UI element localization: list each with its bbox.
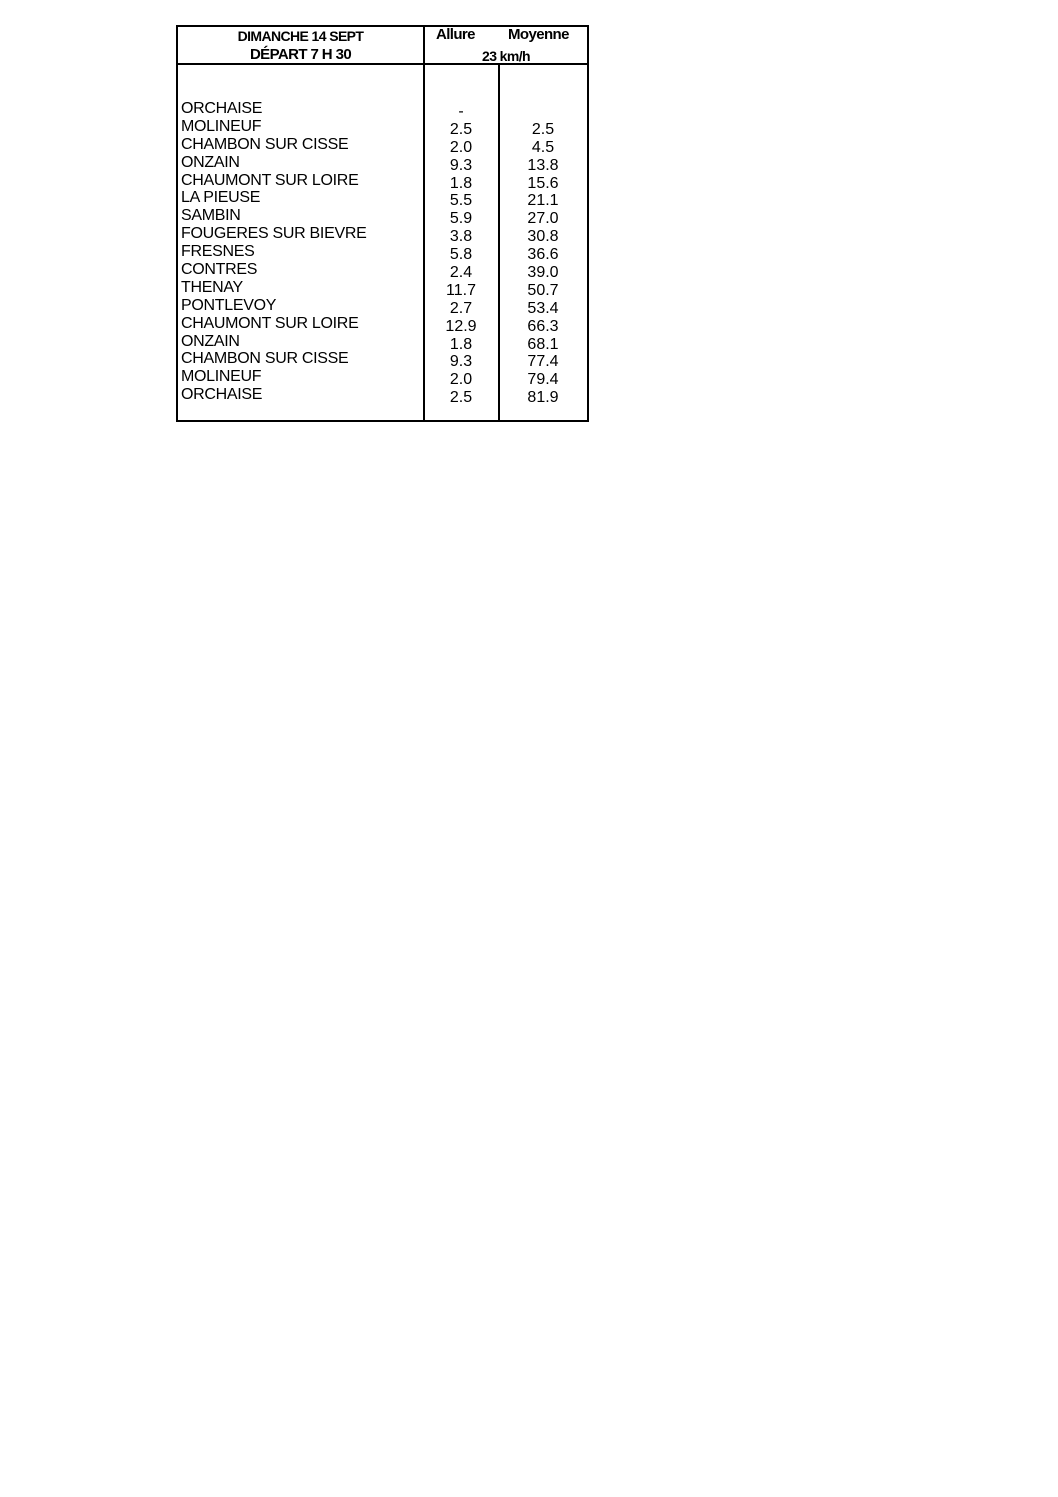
allure-value: 1.8 (449, 335, 473, 353)
place-name: CHAUMONT SUR LOIRE (181, 314, 359, 332)
table-row (178, 261, 587, 282)
allure-value: 9.3 (449, 353, 473, 371)
place-name: SAMBIN (181, 207, 241, 225)
allure-value: 2.0 (449, 371, 473, 389)
allure-value: 2.0 (449, 138, 473, 156)
place-name: CHAMBON SUR CISSE (181, 350, 349, 368)
moyenne-value: 2.5 (531, 120, 555, 138)
table-row (178, 386, 587, 407)
table-title: DIMANCHE 14 SEPT (237, 28, 364, 44)
place-name: CHAMBON SUR CISSE (181, 135, 349, 153)
place-name: MOLINEUF (181, 117, 262, 135)
allure-value: 2.5 (449, 120, 473, 138)
allure-value: - (458, 103, 464, 120)
place-name: ORCHAISE (181, 100, 263, 117)
allure-value: 9.3 (449, 156, 473, 174)
place-name: ORCHAISE (181, 386, 263, 404)
place-name: CONTRES (181, 261, 258, 279)
table-row (178, 297, 587, 315)
moyenne-value: 4.5 (531, 138, 555, 156)
table-row (178, 136, 587, 154)
column-header-moyenne: Moyenne (508, 26, 569, 43)
table-row (178, 207, 587, 228)
average-speed: 23 km/h (482, 48, 530, 64)
allure-value: 2.5 (449, 389, 473, 407)
moyenne-value: 53.4 (527, 299, 559, 317)
allure-value: 2.7 (449, 299, 473, 317)
route-table (176, 25, 589, 422)
moyenne-value: 30.8 (527, 228, 559, 246)
table-row (178, 333, 587, 351)
table-row (178, 154, 587, 172)
allure-value: 2.4 (449, 264, 473, 282)
allure-value: 11.7 (446, 281, 476, 299)
departure-time: DÉPART 7 H 30 (249, 46, 352, 63)
table-row (178, 350, 587, 371)
moyenne-value: 27.0 (527, 210, 559, 228)
moyenne-value: 21.1 (527, 192, 559, 210)
moyenne-value: 68.1 (527, 335, 559, 353)
moyenne-value: 79.4 (527, 371, 559, 389)
allure-value: 5.5 (449, 192, 473, 210)
moyenne-value: 36.6 (527, 246, 559, 264)
place-name: LA PIEUSE (181, 189, 261, 207)
moyenne-value: 39.0 (527, 264, 559, 282)
column-header-allure: Allure (436, 26, 475, 43)
place-name: PONTLEVOY (181, 296, 277, 314)
table-row (178, 368, 587, 389)
moyenne-value: 15.6 (527, 174, 559, 192)
table-row (178, 279, 587, 297)
table-row (178, 189, 587, 210)
moyenne-value: 13.8 (527, 156, 559, 174)
table-row (178, 243, 587, 264)
place-name: MOLINEUF (181, 368, 262, 386)
table-row (178, 172, 587, 190)
route-list (178, 100, 587, 407)
table-row (178, 225, 587, 246)
place-name: FOUGERES SUR BIEVRE (181, 225, 367, 243)
moyenne-value: 81.9 (527, 389, 559, 407)
allure-value: 1.8 (449, 174, 473, 192)
place-name: FRESNES (181, 243, 255, 261)
place-name: ONZAIN (181, 153, 240, 171)
table-row (178, 315, 587, 333)
moyenne-value: 77.4 (527, 353, 559, 371)
place-name: THENAY (181, 278, 243, 296)
moyenne-value: 50.7 (527, 281, 559, 299)
place-name: CHAUMONT SUR LOIRE (181, 171, 359, 189)
moyenne-value: 66.3 (527, 317, 559, 335)
table-row (178, 118, 587, 136)
allure-value: 12.9 (445, 317, 477, 335)
place-name: ONZAIN (181, 332, 240, 350)
allure-value: 5.8 (449, 246, 473, 264)
table-row (178, 100, 587, 118)
allure-value: 3.8 (449, 228, 473, 246)
allure-value: 5.9 (449, 210, 473, 228)
